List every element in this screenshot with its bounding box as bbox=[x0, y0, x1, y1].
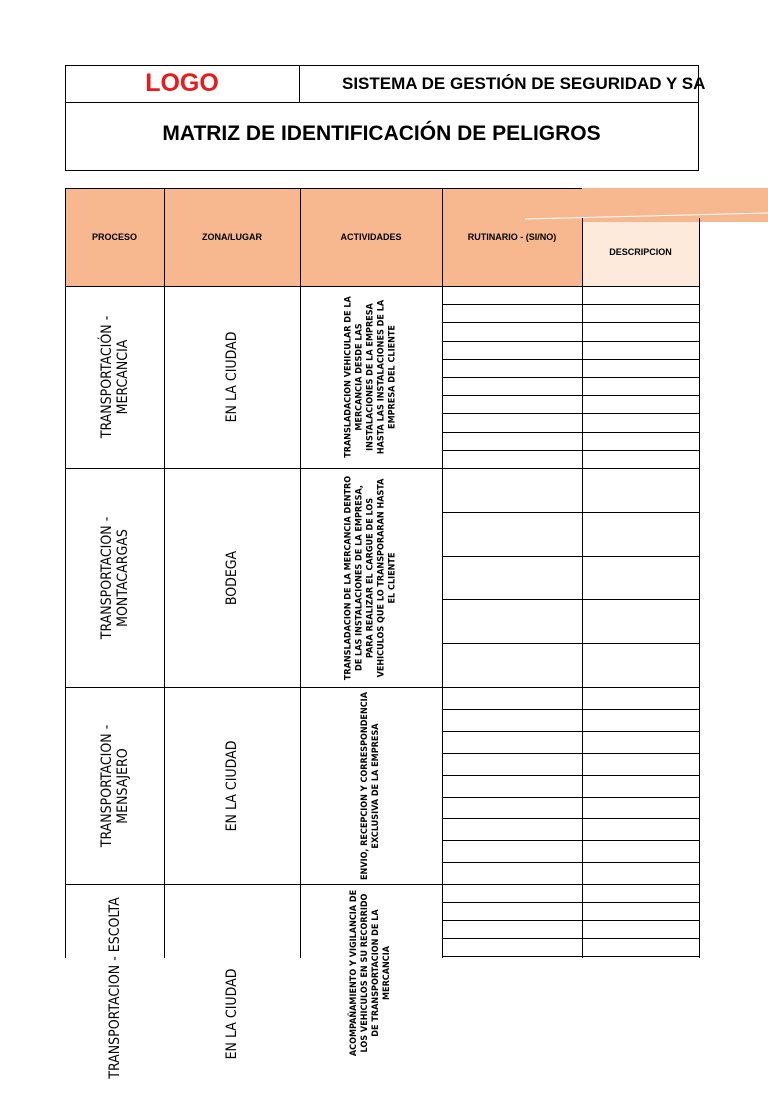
system-title: SISTEMA DE GESTIÓN DE SEGURIDAD Y SA bbox=[342, 74, 706, 93]
table-row bbox=[300, 286, 442, 468]
table-row bbox=[300, 884, 442, 1056]
header-divider bbox=[65, 102, 699, 103]
cell-zona: EN LA CIUDAD bbox=[224, 331, 240, 423]
column-header-actividades: ACTIVIDADES bbox=[300, 188, 442, 286]
cell-zona: EN LA CIUDAD bbox=[224, 740, 240, 831]
table-top-border bbox=[65, 188, 582, 189]
empty-grid bbox=[442, 286, 700, 958]
column-header-descripcion: DESCRIPCION bbox=[582, 218, 699, 286]
cell-proceso: TRANSPORTACION - ESCOLTA bbox=[106, 896, 123, 1079]
header-logo-divider bbox=[299, 65, 300, 102]
table-row bbox=[164, 286, 300, 468]
cell-actividades: TRANSLADACION VEHICULAR DE LA MERCANCIA DESDE LAS INSTALACIONES DE LA EMPRESA HASTA LAS INSTALACIONES DE LA EMPRESA DEL CLIENTE bbox=[343, 296, 398, 458]
table-row bbox=[65, 468, 164, 687]
cell-proceso: TRANSPORTACION - MONTACARGAS bbox=[98, 516, 131, 639]
cell-actividades: TRANSLADACION DE LA MERCANCIA DENTRO DE LAS INSTALACIONES DE LA EMPRESA, PARA REALIZAR EL CARGUE DE LOS VEHICULOS QUE LO TRANSPORARAN HASTA EL CLIENTE bbox=[343, 475, 398, 680]
table-row bbox=[65, 687, 164, 884]
document-title: MATRIZ DE IDENTIFICACIÓN DE PELIGROS bbox=[162, 122, 601, 145]
cell-actividades: ACOMPAÑAMIENTO Y VIGILANCIA DE LOS VEHICULOS EN SU RECORRIDO DE TRANSPORTACION DE LA MERCANCIA bbox=[349, 889, 392, 1056]
logo-placeholder: LOGO bbox=[145, 69, 219, 97]
table-row bbox=[300, 687, 442, 884]
table-row bbox=[65, 286, 164, 468]
table-row bbox=[164, 884, 300, 1059]
column-header-proceso: PROCESO bbox=[65, 188, 164, 286]
cell-zona: EN LA CIUDAD bbox=[224, 968, 240, 1059]
cell-proceso: TRANSPORTACION - MENSAJERO bbox=[98, 724, 131, 847]
column-header-zona: ZONA/LUGAR bbox=[164, 188, 300, 286]
table-row bbox=[164, 687, 300, 884]
cell-actividades: ENVIO, RECEPCION Y CORRESPONDENCIA EXCLUSIVA DE LA EMPRESA bbox=[360, 691, 381, 880]
cell-zona: BODEGA bbox=[224, 550, 240, 605]
cell-proceso: TRANSPORTACIÓN - MERCANCIA bbox=[98, 315, 131, 439]
table-row bbox=[164, 468, 300, 687]
table-row bbox=[65, 884, 164, 1079]
table-row bbox=[300, 468, 442, 687]
header-band-edge bbox=[525, 200, 768, 222]
column-header-rutinario: RUTINARIO - (SI/NO) bbox=[442, 188, 582, 286]
